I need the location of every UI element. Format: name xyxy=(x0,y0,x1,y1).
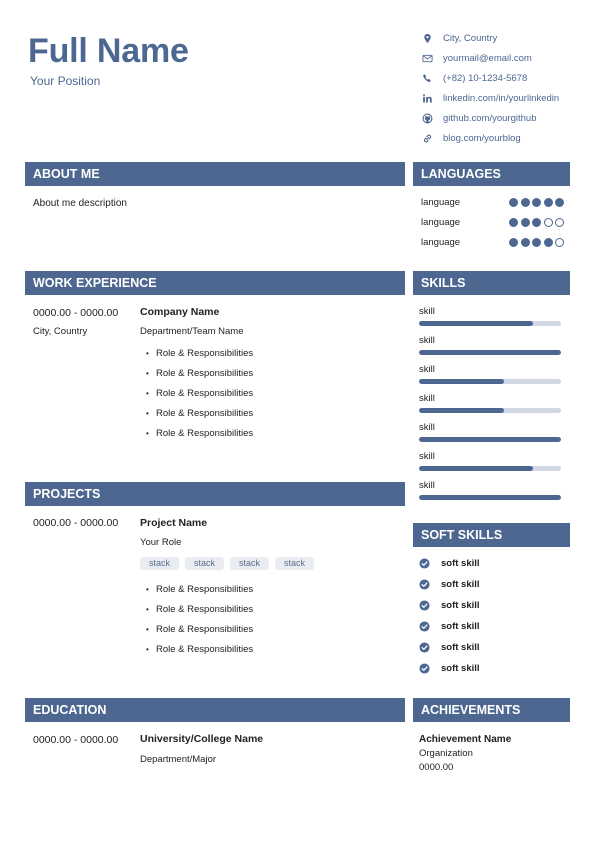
job-position: Your Position xyxy=(30,74,101,88)
contact-linkedin[interactable] xyxy=(422,93,559,104)
skill-label: skill xyxy=(419,335,435,346)
skills-section-header: SKILLS xyxy=(413,271,570,295)
check-circle-icon xyxy=(419,579,430,590)
project-role: Your Role xyxy=(140,537,182,548)
stack-tag: stack xyxy=(275,557,314,570)
skill-bar-track xyxy=(419,350,561,355)
skill-bar-fill xyxy=(419,408,504,413)
project-dates: 0000.00 - 0000.00 xyxy=(33,517,119,529)
filled-dot xyxy=(544,198,553,207)
skill-bar-fill xyxy=(419,321,533,326)
soft-skill-item xyxy=(419,621,480,632)
education-dates: 0000.00 - 0000.00 xyxy=(33,734,119,746)
school-name: University/College Name xyxy=(140,733,264,745)
check-circle-icon xyxy=(419,558,430,569)
soft-skill-label: soft skill xyxy=(441,600,480,611)
skill-bar-track xyxy=(419,495,561,500)
achievement-date: 0000.00 xyxy=(419,762,454,773)
projects-section-header: PROJECTS xyxy=(25,482,405,506)
check-circle-icon xyxy=(419,600,430,611)
language-level xyxy=(509,218,566,227)
skill-bar-fill xyxy=(419,495,561,500)
responsibility-item: • Role & Responsibilities xyxy=(146,584,253,595)
skill-bar-track xyxy=(419,466,561,471)
responsibility-item: • Role & Responsibilities xyxy=(146,408,253,419)
skill-label: skill xyxy=(419,422,435,433)
soft-skill-label: soft skill xyxy=(441,579,480,590)
check-circle-icon xyxy=(419,621,430,632)
skill-bar-track xyxy=(419,437,561,442)
filled-dot xyxy=(509,218,518,227)
about-section-header: ABOUT ME xyxy=(25,162,405,186)
skill-label: skill xyxy=(419,451,435,462)
filled-dot xyxy=(555,198,564,207)
responsibility-item: • Role & Responsibilities xyxy=(146,604,253,615)
soft-skill-item xyxy=(419,558,480,569)
work-location: City, Country xyxy=(33,326,88,337)
contact-github-text[interactable]: github.com/yourgithub xyxy=(443,113,537,124)
github-icon xyxy=(422,113,433,124)
work-section-header: WORK EXPERIENCE xyxy=(25,271,405,295)
achievements-section-header: ACHIEVEMENTS xyxy=(413,698,570,722)
contact-email-text[interactable]: yourmail@email.com xyxy=(443,53,532,64)
filled-dot xyxy=(521,218,530,227)
filled-dot xyxy=(509,198,518,207)
contact-blog[interactable] xyxy=(422,133,521,144)
achievement-name: Achievement Name xyxy=(419,734,512,745)
responsibility-item: • Role & Responsibilities xyxy=(146,644,253,655)
major-name: Department/Major xyxy=(140,754,217,765)
language-label: language xyxy=(421,217,461,228)
soft-skill-label: soft skill xyxy=(441,621,480,632)
company-name: Company Name xyxy=(140,306,220,318)
stack-tag: stack xyxy=(230,557,269,570)
education-section-header: EDUCATION xyxy=(25,698,405,722)
skill-bar-fill xyxy=(419,379,504,384)
filled-dot xyxy=(509,238,518,247)
work-dates: 0000.00 - 0000.00 xyxy=(33,307,119,319)
contact-blog-text[interactable]: blog.com/yourblog xyxy=(443,133,521,144)
check-circle-icon xyxy=(419,642,430,653)
about-description: About me description xyxy=(33,198,127,209)
soft-skill-item xyxy=(419,579,480,590)
responsibility-item: • Role & Responsibilities xyxy=(146,428,253,439)
contact-phone-text[interactable]: (+82) 10-1234-5678 xyxy=(443,73,528,84)
responsibility-item: • Role & Responsibilities xyxy=(146,348,253,359)
skill-bar-fill xyxy=(419,437,561,442)
language-level xyxy=(509,198,566,207)
soft-skill-label: soft skill xyxy=(441,642,480,653)
contact-phone[interactable] xyxy=(422,73,527,84)
skill-label: skill xyxy=(419,393,435,404)
filled-dot xyxy=(532,198,541,207)
stack-tag: stack xyxy=(185,557,224,570)
empty-dot xyxy=(544,218,553,227)
soft-skills-section-header: SOFT SKILLS xyxy=(413,523,570,547)
skill-bar-track xyxy=(419,408,561,413)
stack-tag: stack xyxy=(140,557,179,570)
contact-location xyxy=(422,33,497,44)
empty-dot xyxy=(555,218,564,227)
language-label: language xyxy=(421,237,461,248)
filled-dot xyxy=(544,238,553,247)
mail-icon xyxy=(422,53,433,64)
filled-dot xyxy=(532,218,541,227)
check-circle-icon xyxy=(419,663,430,674)
skill-label: skill xyxy=(419,306,435,317)
skill-label: skill xyxy=(419,480,435,491)
link-icon xyxy=(422,133,433,144)
full-name: Full Name xyxy=(28,32,189,70)
filled-dot xyxy=(521,238,530,247)
skill-bar-fill xyxy=(419,350,561,355)
skill-bar-track xyxy=(419,321,561,326)
project-name: Project Name xyxy=(140,517,208,529)
linkedin-icon xyxy=(422,93,433,104)
soft-skill-label: soft skill xyxy=(441,558,480,569)
filled-dot xyxy=(521,198,530,207)
language-label: language xyxy=(421,197,461,208)
contact-github[interactable] xyxy=(422,113,536,124)
contact-location-text: City, Country xyxy=(443,33,498,44)
contact-email[interactable] xyxy=(422,53,532,64)
filled-dot xyxy=(532,238,541,247)
skill-label: skill xyxy=(419,364,435,375)
contact-linkedin-text[interactable]: linkedin.com/in/yourlinkedin xyxy=(443,93,560,104)
skill-bar-fill xyxy=(419,466,533,471)
responsibility-item: • Role & Responsibilities xyxy=(146,368,253,379)
languages-section-header: LANGUAGES xyxy=(413,162,570,186)
soft-skill-item xyxy=(419,663,480,674)
department-name: Department/Team Name xyxy=(140,326,244,337)
stack-tags xyxy=(140,557,314,570)
location-icon xyxy=(422,33,433,44)
soft-skill-item xyxy=(419,600,480,611)
empty-dot xyxy=(555,238,564,247)
skill-bar-track xyxy=(419,379,561,384)
responsibility-item: • Role & Responsibilities xyxy=(146,388,253,399)
responsibility-item: • Role & Responsibilities xyxy=(146,624,253,635)
soft-skill-label: soft skill xyxy=(441,663,480,674)
achievement-organization: Organization xyxy=(419,748,473,759)
phone-icon xyxy=(422,73,433,84)
soft-skill-item xyxy=(419,642,480,653)
language-level xyxy=(509,238,566,247)
